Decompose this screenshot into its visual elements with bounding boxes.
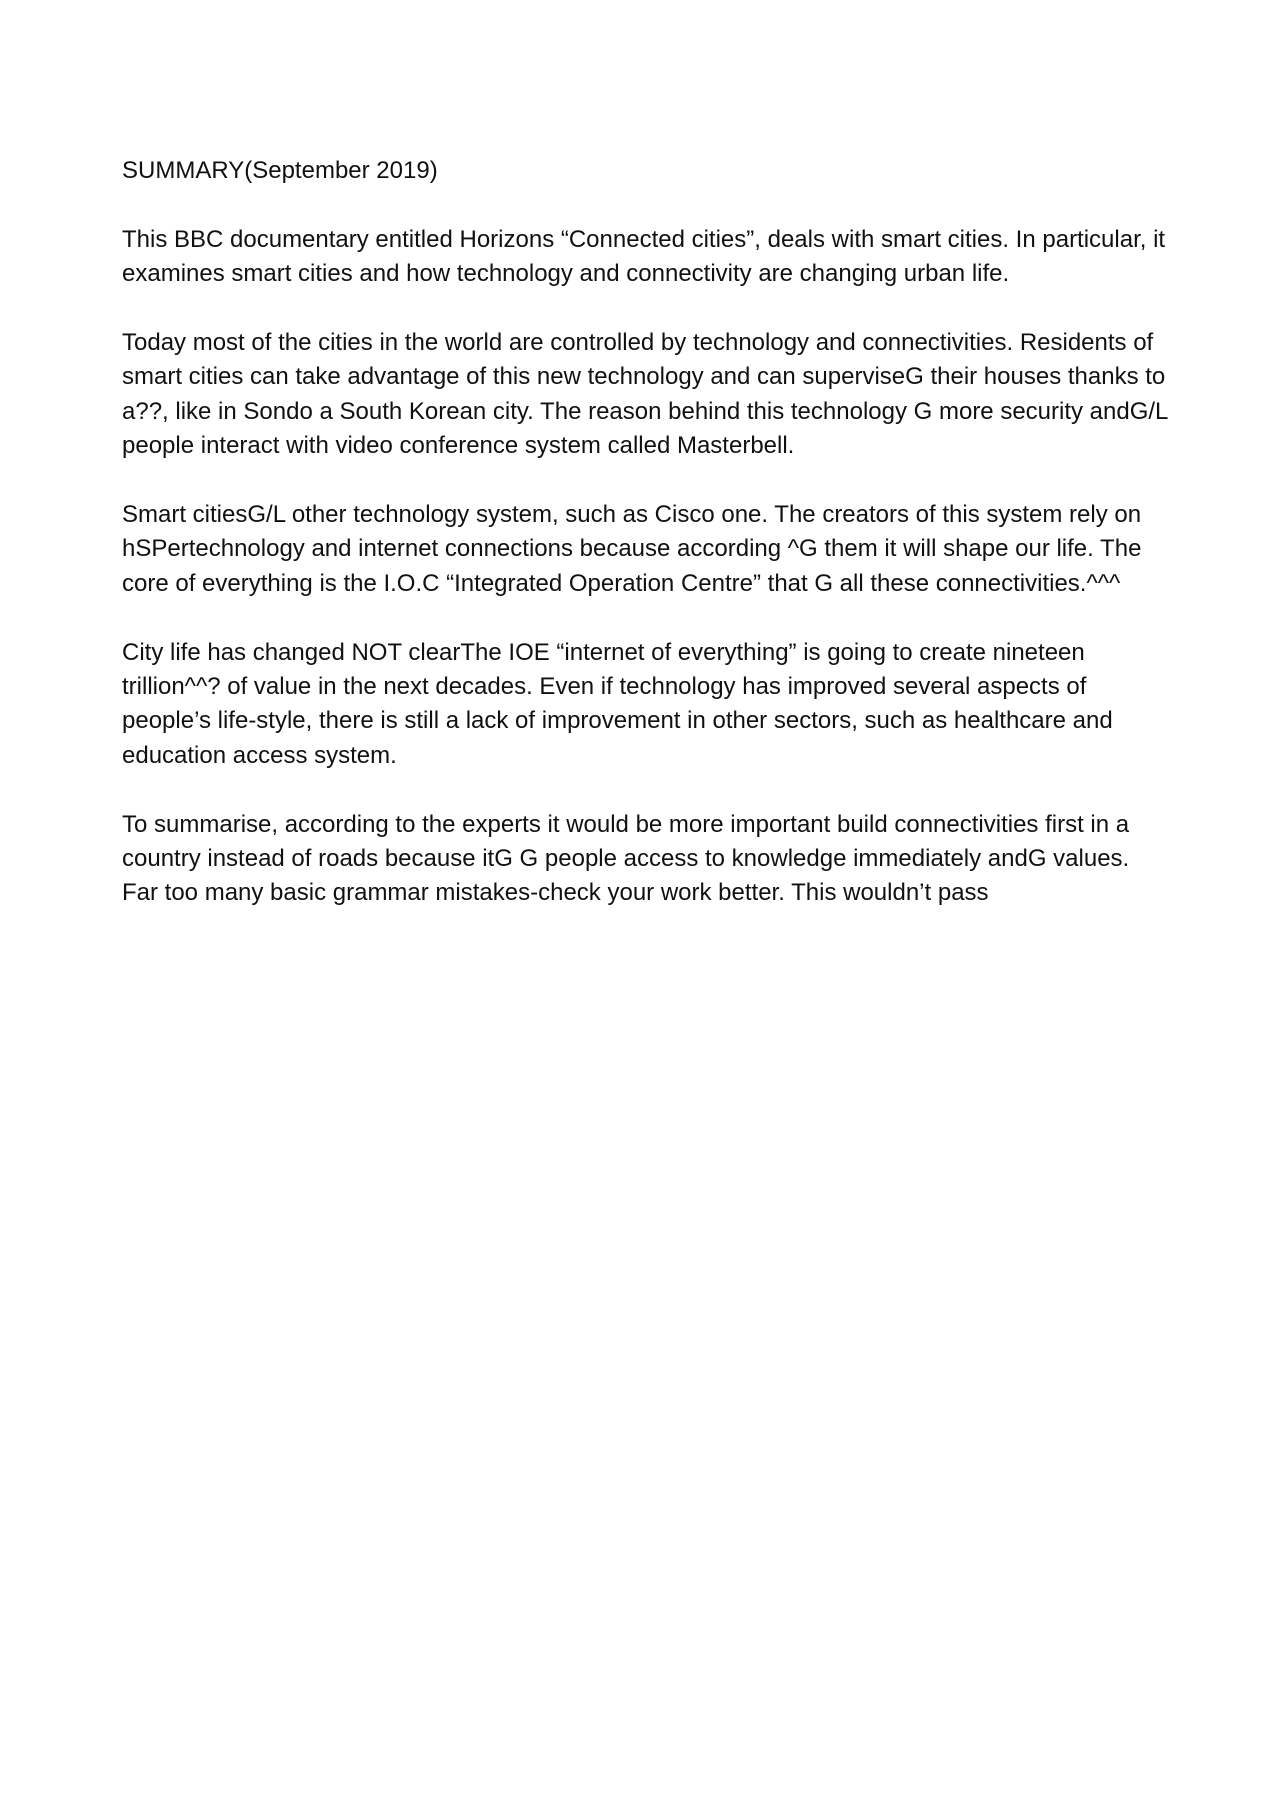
paragraph-intro: This BBC documentary entitled Horizons “Connected cities”, deals with smart cities. In particular, it examines smart cities and how technology and connectivity are changing urban life. — [122, 225, 1166, 288]
paragraph-conclusion: To summarise, according to the experts it would be more important build connectivities first in a country instead of roads because itG G people access to knowledge immediately andG values. — [122, 810, 1130, 873]
paragraph-city-life: City life has changed NOT clearThe IOE “internet of everything” is going to create nineteen trillion^^? of value in the next decades. Even if technology has improved several aspects of people’s life-style, there is still a lack of improvement in other sectors, such as healthcare and education access system. — [122, 638, 1113, 769]
document-body — [122, 154, 1182, 911]
paragraph-residents: Today most of the cities in the world are controlled by technology and connectivities. Residents of smart cities can take advantage of this new technology and can superviseG their houses thanks to a??, like in Sondo a South Korean city. The reason behind this technology G more security andG/L people interact with video conference system called Masterbell. — [122, 329, 1168, 460]
teacher-feedback: Far too many basic grammar mistakes-check your work better. This wouldn’t pass — [122, 879, 989, 907]
paragraph-systems: Smart citiesG/L other technology system, such as Cisco one. The creators of this system rely on hSPertechnology and internet connections because according ^G them it will shape our life. The core of everything is the I.O.C “Integrated Operation Centre” that G all these connectivities.^^^ — [122, 501, 1142, 597]
document-title: SUMMARY(September 2019) — [122, 157, 438, 184]
